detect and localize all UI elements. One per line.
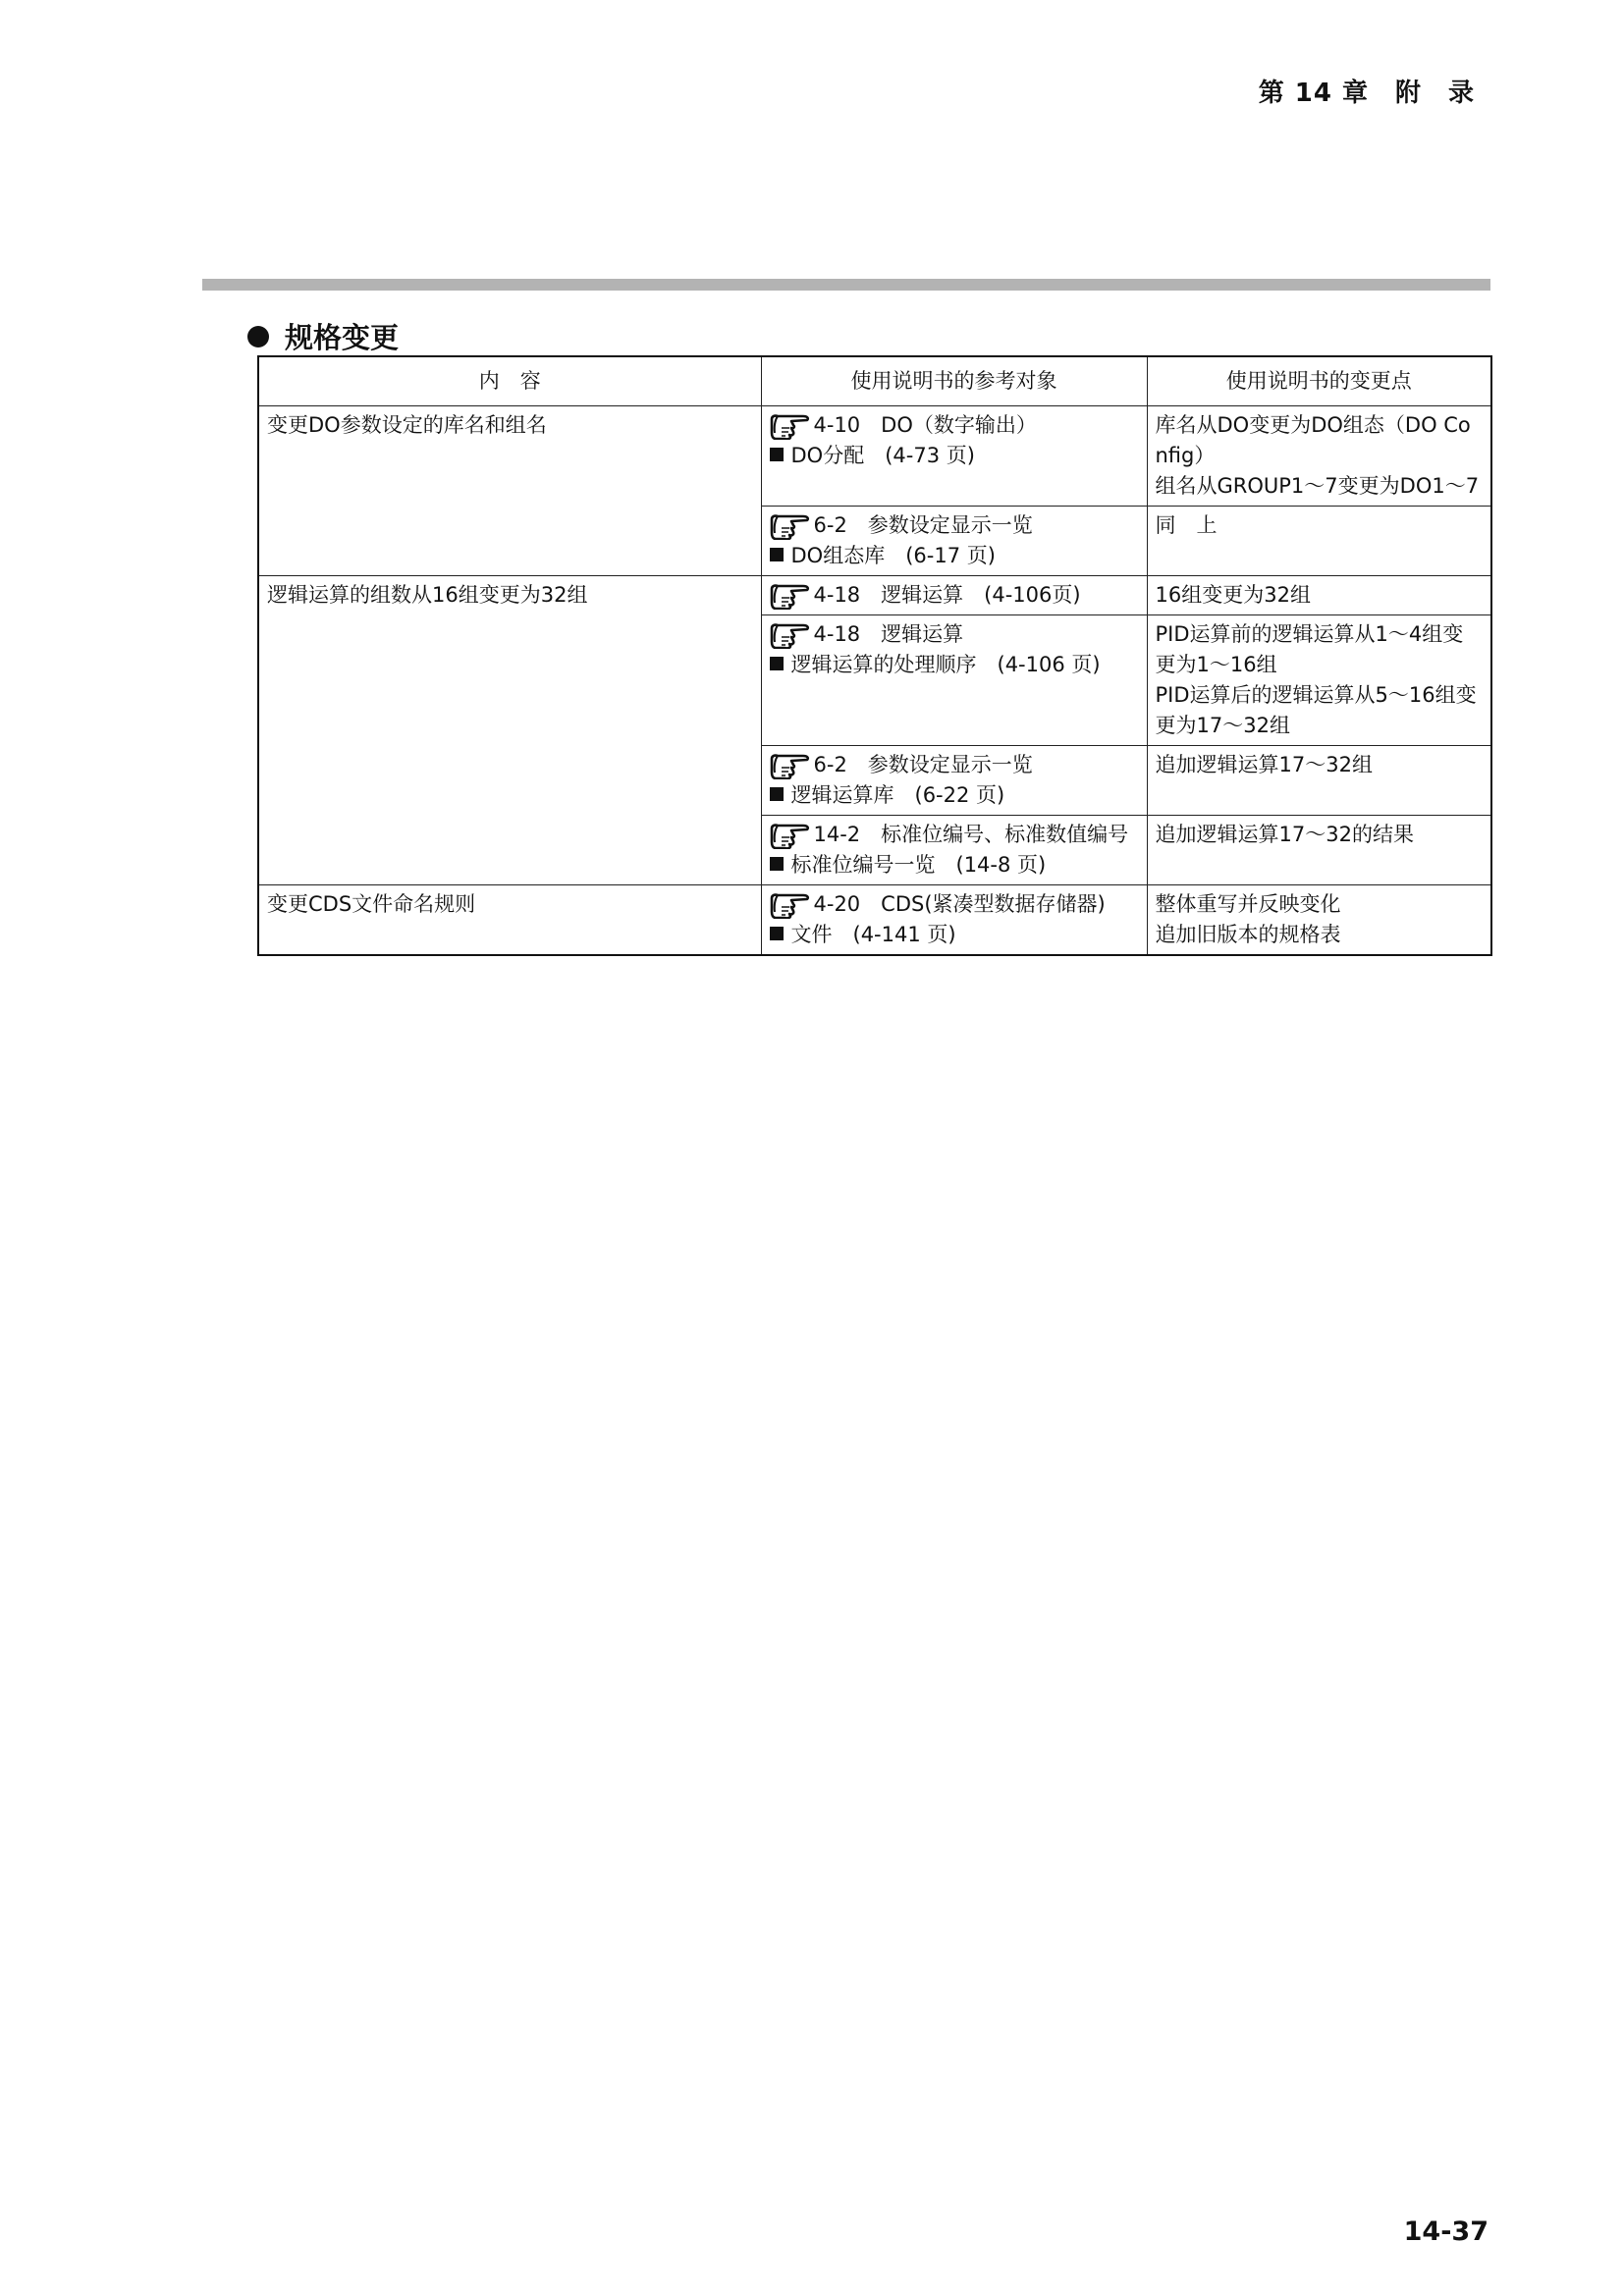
- header-content: 内 容: [258, 356, 761, 406]
- section-divider: [202, 279, 1490, 291]
- table-body: [258, 406, 1491, 956]
- page-number: 14-37: [1403, 2216, 1489, 2247]
- reference-line: [770, 750, 1139, 780]
- reference-subitem: [770, 850, 1139, 881]
- header-reference: 使用说明书的参考对象: [761, 356, 1147, 406]
- reference-subitem-text: 标准位编号一览 (14-8 页): [790, 853, 1047, 877]
- content-cell: 变更CDS文件命名规则: [258, 885, 761, 956]
- reference-subitem-text: 文件 (4-141 页): [790, 923, 956, 946]
- reference-subitem: [770, 650, 1139, 680]
- spec-change-table: [257, 355, 1492, 956]
- reference-subitem: [770, 541, 1139, 571]
- pointing-hand-icon: [770, 513, 813, 540]
- change-cell: [1147, 615, 1491, 746]
- table-row: [258, 406, 1491, 507]
- change-cell: [1147, 746, 1491, 816]
- reference-text: 6-2 参数设定显示一览: [813, 513, 1033, 537]
- pointing-hand-icon: [770, 413, 813, 440]
- reference-line: [770, 410, 1139, 441]
- reference-text: 4-18 逻辑运算: [813, 622, 964, 646]
- pointing-hand-icon: [770, 823, 813, 849]
- reference-cell: [761, 576, 1147, 615]
- reference-subitem-text: 逻辑运算库 (6-22 页): [790, 783, 1005, 807]
- reference-cell: [761, 746, 1147, 816]
- content-cell: 变更DO参数设定的库名和组名: [258, 406, 761, 576]
- reference-text: 4-10 DO（数字输出）: [813, 413, 1037, 437]
- chapter-heading: 第 14 章 附 录: [1258, 79, 1475, 108]
- change-cell: [1147, 406, 1491, 507]
- reference-cell: [761, 615, 1147, 746]
- change-line: PID运算前的逻辑运算从1～4组变更为1～16组: [1155, 622, 1464, 676]
- reference-subitem: [770, 441, 1139, 471]
- reference-line: [770, 820, 1139, 850]
- change-line: PID运算后的逻辑运算从5～16组变更为17～32组: [1155, 683, 1477, 737]
- change-cell: [1147, 507, 1491, 576]
- section-title-text: 规格变更: [285, 321, 400, 354]
- change-line: 追加逻辑运算17～32的结果: [1155, 823, 1414, 846]
- change-line: 组名从GROUP1～7变更为DO1～7: [1155, 474, 1480, 498]
- table-header-row: [258, 356, 1491, 406]
- square-bullet-icon: [770, 927, 784, 940]
- reference-line: [770, 580, 1139, 611]
- reference-line: [770, 510, 1139, 541]
- change-line: 追加旧版本的规格表: [1155, 923, 1341, 946]
- change-line: 整体重写并反映变化: [1155, 892, 1341, 916]
- reference-cell: [761, 406, 1147, 507]
- pointing-hand-icon: [770, 892, 813, 919]
- table-row: [258, 885, 1491, 956]
- bullet-icon: [247, 326, 269, 347]
- table-row: [258, 576, 1491, 615]
- reference-cell: [761, 507, 1147, 576]
- reference-text: 4-20 CDS(紧凑型数据存储器): [813, 892, 1106, 916]
- pointing-hand-icon: [770, 622, 813, 649]
- pointing-hand-icon: [770, 753, 813, 779]
- change-cell: [1147, 816, 1491, 885]
- square-bullet-icon: [770, 787, 784, 801]
- reference-text: 6-2 参数设定显示一览: [813, 753, 1033, 776]
- change-line: 追加逻辑运算17～32组: [1155, 753, 1373, 776]
- change-line: 库名从DO变更为DO组态（DO Config）: [1155, 413, 1471, 467]
- change-line: 同 上: [1155, 513, 1218, 537]
- reference-subitem-text: DO组态库 (6-17 页): [790, 544, 996, 567]
- change-cell: [1147, 885, 1491, 956]
- section-title: [247, 316, 399, 356]
- reference-line: [770, 889, 1139, 920]
- reference-cell: [761, 816, 1147, 885]
- reference-subitem: [770, 920, 1139, 950]
- change-cell: [1147, 576, 1491, 615]
- change-line: 16组变更为32组: [1155, 583, 1311, 607]
- square-bullet-icon: [770, 857, 784, 871]
- pointing-hand-icon: [770, 583, 813, 610]
- reference-text: 14-2 标准位编号、标准数值编号: [813, 823, 1129, 846]
- reference-text: 4-18 逻辑运算 (4-106页): [813, 583, 1081, 607]
- square-bullet-icon: [770, 448, 784, 461]
- reference-subitem: [770, 780, 1139, 811]
- reference-subitem-text: 逻辑运算的处理顺序 (4-106 页): [790, 653, 1101, 676]
- reference-line: [770, 619, 1139, 650]
- header-change: 使用说明书的变更点: [1147, 356, 1491, 406]
- square-bullet-icon: [770, 548, 784, 561]
- reference-subitem-text: DO分配 (4-73 页): [790, 444, 975, 467]
- square-bullet-icon: [770, 657, 784, 670]
- reference-cell: [761, 885, 1147, 956]
- content-cell: 逻辑运算的组数从16组变更为32组: [258, 576, 761, 885]
